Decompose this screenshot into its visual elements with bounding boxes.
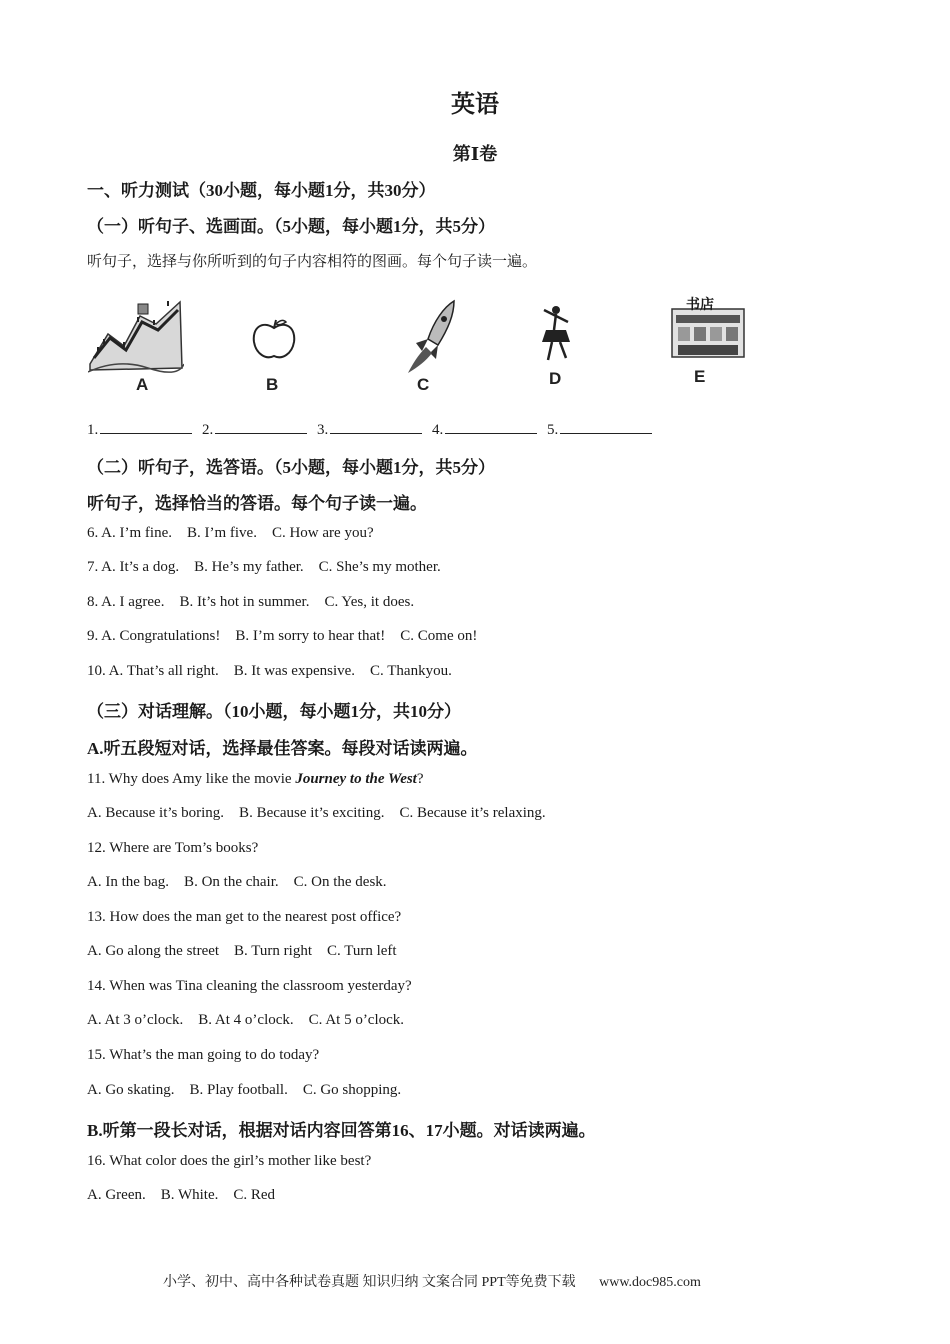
apple-icon bbox=[250, 318, 298, 362]
blank-number: 1. bbox=[87, 422, 99, 438]
great-wall-icon bbox=[88, 294, 184, 374]
part1-heading: （一）听句子、选画面。（5小题，每小题1分，共5分） bbox=[87, 217, 495, 236]
part2-instruction: 听句子，选择恰当的答语。每个句子读一遍。 bbox=[87, 494, 427, 513]
footer-text: 小学、初中、高中各种试卷真题 知识归纳 文案合同 PPT等免费下载 bbox=[163, 1275, 576, 1290]
question-line: 15. What’s the man going to do today? bbox=[87, 1047, 320, 1063]
picture-label-d: D bbox=[549, 369, 562, 388]
answer-blank[interactable] bbox=[445, 419, 537, 434]
question-line: 14. When was Tina cleaning the classroom yesterday? bbox=[87, 978, 412, 994]
answer-blank[interactable] bbox=[560, 419, 652, 434]
page-title: 英语 bbox=[451, 92, 499, 118]
blank-number: 5. bbox=[547, 422, 559, 438]
question-line: 10. A. That’s all right. B. It was expensive. C. Thankyou. bbox=[87, 663, 452, 679]
question-line: 9. A. Congratulations! B. I’m sorry to hear that! C. Come on! bbox=[87, 628, 478, 644]
question-line: 6. A. I’m fine. B. I’m five. C. How are you? bbox=[87, 525, 374, 541]
part3-sub-a: A.听五段短对话，选择最佳答案。每段对话读两遍。 bbox=[87, 739, 478, 758]
dancer-icon bbox=[536, 302, 576, 364]
question-mark: ? bbox=[416, 771, 424, 787]
options-line: A. Go along the street B. Turn right C. Turn left bbox=[87, 943, 397, 959]
rocket-icon bbox=[404, 299, 460, 375]
question-11 bbox=[87, 771, 424, 788]
bookstore-sign: 书店 bbox=[686, 298, 714, 313]
blank-number: 2. bbox=[202, 422, 214, 438]
options-line: A. Because it’s boring. B. Because it’s exciting. C. Because it’s relaxing. bbox=[87, 805, 546, 821]
part3-heading: （三）对话理解。（10小题，每小题1分，共10分） bbox=[87, 702, 461, 721]
part1-instruction: 听句子，选择与你所听到的句子内容相符的图画。每个句子读一遍。 bbox=[87, 254, 538, 270]
answer-blank[interactable] bbox=[215, 419, 307, 434]
picture-label-b: B bbox=[266, 375, 279, 394]
question-line: 16. What color does the girl’s mother like best? bbox=[87, 1153, 372, 1169]
options-line: A. At 3 o’clock. B. At 4 o’clock. C. At 5 o’clock. bbox=[87, 1012, 405, 1028]
options-line: A. In the bag. B. On the chair. C. On the desk. bbox=[87, 874, 387, 890]
question-text: 11. Why does Amy like the movie bbox=[87, 771, 296, 787]
page-footer bbox=[163, 1271, 707, 1291]
question-line: 13. How does the man get to the nearest post office? bbox=[87, 909, 402, 925]
picture-label-e: E bbox=[694, 367, 706, 386]
blank-number: 3. bbox=[317, 422, 329, 438]
part3-sub-b: B.听第一段长对话，根据对话内容回答第16、17小题。对话读两遍。 bbox=[87, 1121, 596, 1140]
answer-blanks-row bbox=[87, 419, 658, 439]
part2-heading: （二）听句子，选答语。（5小题，每小题1分，共5分） bbox=[87, 458, 495, 477]
picture-label-c: C bbox=[417, 375, 430, 394]
volume-label: 第Ⅰ卷 bbox=[452, 144, 498, 164]
movie-title: Journey to the West bbox=[295, 771, 417, 787]
options-line: A. Green. B. White. C. Red bbox=[87, 1187, 276, 1203]
answer-blank[interactable] bbox=[330, 419, 422, 434]
footer-url[interactable]: www.doc985.com bbox=[599, 1275, 701, 1290]
blank-number: 4. bbox=[432, 422, 444, 438]
question-line: 12. Where are Tom’s books? bbox=[87, 840, 259, 856]
options-line: A. Go skating. B. Play football. C. Go shopping. bbox=[87, 1082, 402, 1098]
answer-blank[interactable] bbox=[100, 419, 192, 434]
question-line: 8. A. I agree. B. It’s hot in summer. C. Yes, it does. bbox=[87, 594, 415, 610]
question-line: 7. A. It’s a dog. B. He’s my father. C. She’s my mother. bbox=[87, 559, 441, 575]
section-heading-listening: 一、听力测试（30小题，每小题1分，共30分） bbox=[87, 181, 436, 200]
picture-label-a: A bbox=[136, 375, 149, 394]
